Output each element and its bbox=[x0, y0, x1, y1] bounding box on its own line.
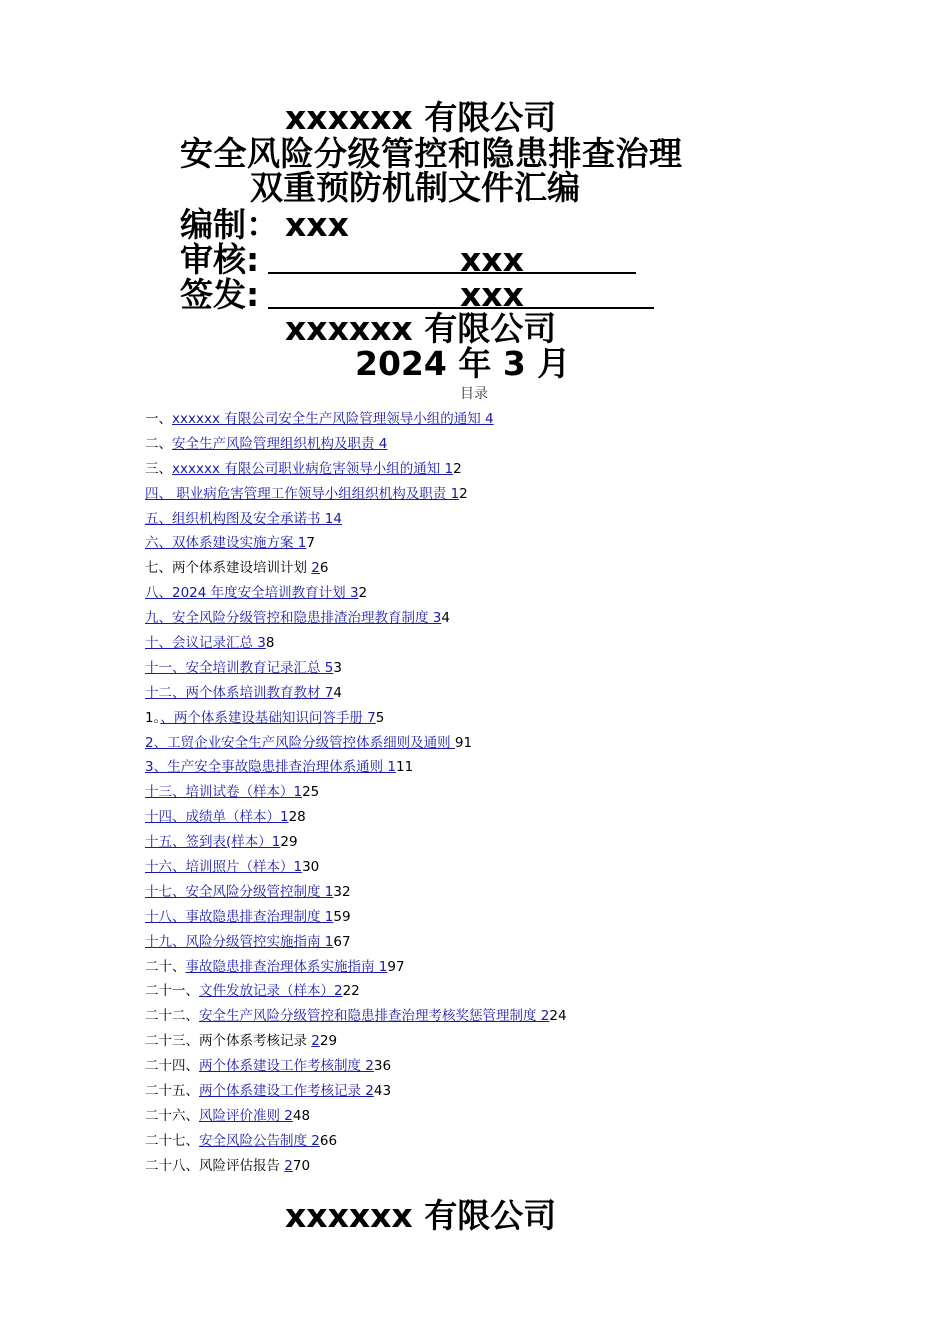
toc-item-page: 7 bbox=[306, 535, 315, 552]
toc-item-link[interactable]: 2 bbox=[311, 1033, 320, 1050]
toc-item[interactable] bbox=[145, 508, 865, 533]
toc-item-link[interactable]: 3、生产安全事故隐患排查治理体系通则 1 bbox=[145, 759, 396, 776]
toc-item[interactable] bbox=[145, 682, 865, 707]
toc-item[interactable] bbox=[145, 483, 865, 508]
toc-item-page: 70 bbox=[292, 1157, 311, 1174]
toc-item-link[interactable]: 2、工贸企业安全生产风险分级管控体系细则及通则 bbox=[145, 734, 455, 751]
toc-item-page: 30 bbox=[302, 859, 320, 876]
toc-item-page: 3 bbox=[333, 659, 342, 676]
toc-item-page: 24 bbox=[549, 1008, 567, 1025]
issued-by-label: 签发: bbox=[180, 275, 260, 314]
toc-item-prefix: 二十一、 bbox=[145, 983, 199, 1000]
toc-item-link[interactable]: 安全生产风险管理组织机构及职责 4 bbox=[172, 435, 388, 452]
toc-item[interactable] bbox=[145, 931, 865, 956]
toc-item-prefix: 二、 bbox=[145, 435, 172, 452]
toc-item[interactable] bbox=[145, 781, 865, 806]
toc-item[interactable] bbox=[145, 607, 865, 632]
toc-item[interactable] bbox=[145, 1130, 865, 1155]
toc-item-link[interactable]: xxxxxx 有限公司职业病危害领导小组的通知 1 bbox=[172, 460, 454, 477]
document-title-line1: 安全风险分级管控和隐患排查治理 bbox=[180, 134, 683, 173]
toc-item[interactable] bbox=[145, 582, 865, 607]
reviewed-by-value: xxx bbox=[460, 240, 524, 279]
toc-item-link[interactable]: 十六、培训照片（样本）1 bbox=[145, 859, 303, 876]
toc-item[interactable] bbox=[145, 756, 865, 781]
company-name-bottom: xxxxxx 有限公司 bbox=[285, 309, 557, 348]
toc-item-link[interactable]: 九、安全风险分级管控和隐患排渣治理教育制度 3 bbox=[145, 610, 442, 627]
toc-item-page: 2 bbox=[453, 460, 462, 477]
toc-item-link[interactable]: 事故隐患排查治理体系实施指南 1 bbox=[185, 958, 388, 975]
toc-item-page: 5 bbox=[375, 709, 385, 726]
toc-item[interactable] bbox=[145, 1030, 865, 1055]
toc-item-link[interactable]: 十四、成绩单（样本）1 bbox=[145, 809, 289, 826]
compiled-by-label: 编制： bbox=[180, 205, 279, 244]
toc-item-link[interactable]: 十七、安全风险分级管控制度 1 bbox=[145, 883, 334, 900]
toc-item-link[interactable]: 十八、事故隐患排查治理制度 1 bbox=[145, 908, 334, 925]
issued-by-value: xxx bbox=[460, 275, 524, 314]
toc-item-prefix: 二十四、 bbox=[145, 1058, 199, 1075]
toc-item-prefix: 二十二、 bbox=[145, 1008, 199, 1025]
toc-item-prefix: 二十五、 bbox=[145, 1083, 199, 1100]
toc-item-link[interactable]: 两个体系建设工作考核制度 2 bbox=[199, 1058, 374, 1075]
table-of-contents bbox=[145, 408, 865, 1180]
toc-item-page: 97 bbox=[387, 958, 405, 975]
toc-item-page: 11 bbox=[395, 759, 414, 776]
toc-item-prefix: 七、两个体系建设培训计划 bbox=[145, 560, 312, 577]
toc-item[interactable] bbox=[145, 980, 865, 1005]
toc-item-page: 4 bbox=[441, 610, 450, 627]
toc-item[interactable] bbox=[145, 956, 865, 981]
footer-company-name: xxxxxx 有限公司 bbox=[285, 1196, 557, 1235]
compiled-by-value: xxx bbox=[285, 205, 349, 244]
toc-item-link[interactable]: 十五、签到表(样本）1 bbox=[145, 834, 281, 851]
toc-item[interactable] bbox=[145, 458, 865, 483]
toc-item-link[interactable]: 2 bbox=[311, 560, 320, 577]
toc-item-page: 2 bbox=[459, 485, 468, 502]
toc-item-link[interactable]: 2 bbox=[284, 1157, 293, 1174]
toc-item-prefix: 三、 bbox=[145, 460, 172, 477]
toc-item[interactable] bbox=[145, 1080, 865, 1105]
toc-item-link[interactable]: 八、2024 年度安全培训教育计划 3 bbox=[145, 585, 359, 602]
toc-item-prefix: 1。 bbox=[145, 709, 161, 726]
toc-item-link[interactable]: 十二、两个体系培训教育教材 7 bbox=[145, 684, 334, 701]
toc-item-link[interactable]: 十九、风险分级管控实施指南 1 bbox=[145, 933, 334, 950]
review-signature-line bbox=[268, 272, 636, 274]
toc-item[interactable] bbox=[145, 856, 865, 881]
toc-item-link[interactable]: xxxxxx 有限公司安全生产风险管理领导小组的通知 4 bbox=[172, 411, 494, 427]
toc-item-link[interactable]: 安全风险公告制度 2 bbox=[199, 1132, 320, 1149]
toc-item-page: 28 bbox=[288, 809, 306, 826]
toc-item-page: 67 bbox=[333, 933, 351, 950]
toc-item[interactable] bbox=[145, 732, 865, 757]
toc-item[interactable] bbox=[145, 1155, 865, 1180]
toc-item[interactable] bbox=[145, 1005, 865, 1030]
toc-item-link[interactable]: 两个体系建设工作考核记录 2 bbox=[199, 1083, 374, 1100]
toc-item-link[interactable]: 、两个体系建设基础知识问答手册 7 bbox=[160, 709, 376, 726]
toc-item[interactable] bbox=[145, 806, 865, 831]
toc-item-page: 29 bbox=[319, 1033, 338, 1050]
toc-item-page: 91 bbox=[454, 734, 473, 751]
toc-item-page: 36 bbox=[373, 1058, 392, 1075]
toc-item[interactable] bbox=[145, 881, 865, 906]
document-title-line2: 双重预防机制文件汇编 bbox=[250, 168, 580, 207]
toc-item[interactable] bbox=[145, 707, 865, 732]
toc-item-link[interactable]: 六、双体系建设实施方案 1 bbox=[145, 535, 307, 552]
toc-item-prefix: 二十七、 bbox=[145, 1132, 199, 1149]
toc-item[interactable] bbox=[145, 657, 865, 682]
toc-item-link[interactable]: 四、 职业病危害管理工作领导小组组织机构及职责 1 bbox=[145, 485, 460, 502]
toc-item[interactable] bbox=[145, 433, 865, 458]
toc-item[interactable] bbox=[145, 557, 865, 582]
toc-item-page: 29 bbox=[280, 834, 298, 851]
toc-item-page: 25 bbox=[302, 784, 320, 801]
toc-item-link[interactable]: 十三、培训试卷（样本）1 bbox=[145, 784, 303, 801]
toc-item-page: 2 bbox=[358, 585, 368, 602]
document-date: 2024 年 3 月 bbox=[355, 344, 571, 383]
toc-item-page: 22 bbox=[342, 983, 360, 1000]
toc-item-page: 32 bbox=[333, 883, 351, 900]
toc-item-link[interactable]: 文件发放记录（样本）2 bbox=[199, 983, 343, 1000]
toc-item-page: 6 bbox=[319, 560, 329, 577]
toc-item-page: 48 bbox=[292, 1107, 311, 1124]
toc-item[interactable] bbox=[145, 532, 865, 557]
toc-item-page: 43 bbox=[373, 1083, 392, 1100]
toc-item-link[interactable]: 十、会议记录汇总 3 bbox=[145, 635, 266, 652]
toc-item-link[interactable]: 风险评价准则 2 bbox=[199, 1107, 293, 1124]
toc-item-page: 59 bbox=[333, 908, 351, 925]
toc-item[interactable] bbox=[145, 906, 865, 931]
toc-item[interactable] bbox=[145, 1055, 865, 1080]
toc-heading: 目录 bbox=[460, 386, 488, 402]
toc-item[interactable] bbox=[145, 1105, 865, 1130]
toc-item-link[interactable]: 安全生产风险分级管控和隐患排查治理考核奖惩管理制度 2 bbox=[199, 1008, 550, 1025]
toc-item-prefix: 二十八、风险评估报告 bbox=[145, 1157, 285, 1174]
toc-item-link[interactable]: 十一、安全培训教育记录汇总 5 bbox=[145, 659, 334, 676]
toc-item[interactable] bbox=[145, 408, 865, 433]
reviewed-by-label: 审核: bbox=[180, 240, 260, 279]
toc-item-link[interactable]: 五、组织机构图及安全承诺书 14 bbox=[145, 510, 342, 527]
toc-item-prefix: 一、 bbox=[145, 411, 172, 427]
toc-item-prefix: 二十、 bbox=[145, 958, 186, 975]
toc-item-prefix: 二十三、两个体系考核记录 bbox=[145, 1033, 312, 1050]
toc-item-page: 66 bbox=[319, 1132, 338, 1149]
company-name: xxxxxx 有限公司 bbox=[285, 98, 557, 137]
toc-item-prefix: 二十六、 bbox=[145, 1107, 199, 1124]
toc-item[interactable] bbox=[145, 831, 865, 856]
toc-item-page: 8 bbox=[265, 635, 275, 652]
toc-item-page: 4 bbox=[333, 684, 342, 701]
toc-item[interactable] bbox=[145, 632, 865, 657]
